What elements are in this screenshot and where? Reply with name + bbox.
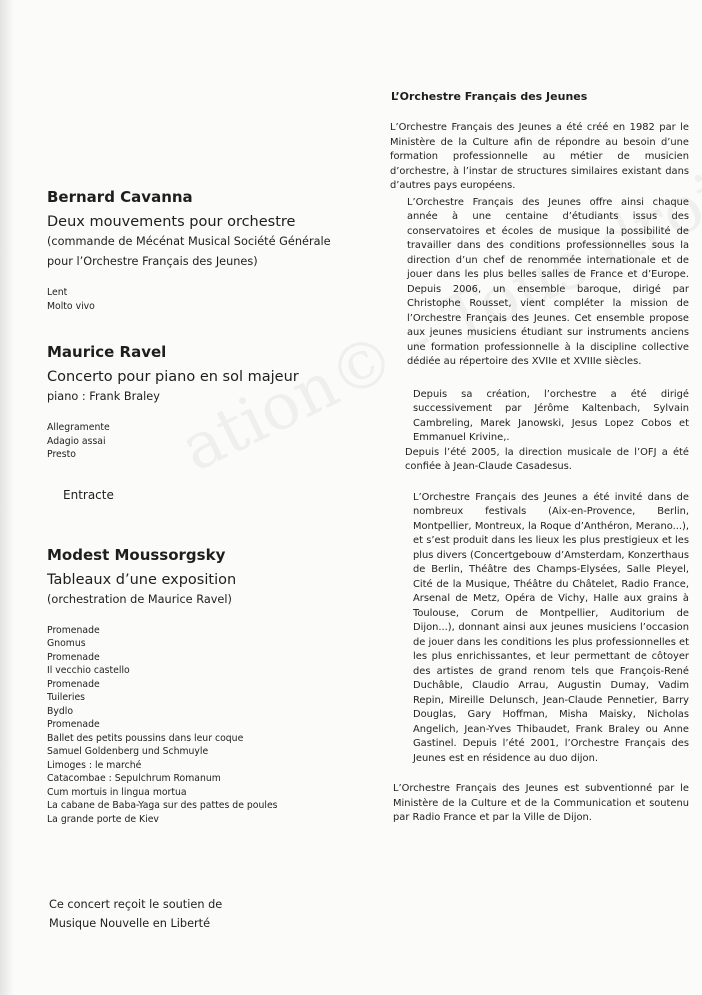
piece-moussorgsky [47, 546, 367, 827]
movement-item: Samuel Goldenberg und Schmuyle [47, 746, 209, 757]
movement-item: Ballet des petits poussins dans leur coque [47, 732, 244, 744]
movement-item: Il vecchio castello [47, 665, 130, 676]
work-note-line: pour l’Orchestre Français des Jeunes) [47, 255, 258, 268]
movement-item: Promenade [47, 719, 100, 730]
soloist-line: piano : Frank Braley [47, 390, 160, 403]
composer-name: Bernard Cavanna [47, 188, 193, 206]
composer-name: Maurice Ravel [47, 343, 167, 361]
movement-item: Allegramente [47, 422, 110, 433]
about-column [389, 90, 689, 826]
work-note-line: (commande de Mécénat Musical Société Générale [47, 235, 331, 248]
sponsor-line: Musique Nouvelle en Liberté [49, 917, 211, 930]
movement-item: La grande porte de Kiev [47, 813, 159, 825]
about-paragraph: L’Orchestre Français des Jeunes a été créé en 1982 par le Ministère de la Culture afin de répondre au besoin d’une formation professionnelle au métier de musicien d’orchestre, à l’instar de structures similaires existant dans d’autres pays européens. [390, 122, 689, 191]
composer-name: Modest Moussorgsky [47, 545, 226, 564]
about-title: L’Orchestre Français des Jeunes [391, 90, 588, 103]
movement-list [47, 286, 367, 313]
movement-item: Limoges : le marché [47, 759, 142, 771]
about-paragraph: Depuis l’été 2005, la direction musicale de l’OFJ a été confiée à Jean-Claude Casadesus. [405, 446, 689, 472]
movement-item: Presto [47, 449, 76, 460]
movement-item: Promenade [47, 651, 100, 663]
movement-item: Bydlo [47, 705, 74, 717]
movement-list [47, 421, 367, 462]
movement-item: Cum mortuis in lingua mortua [47, 786, 187, 798]
work-title: Tableaux d’une exposition [47, 571, 237, 588]
scan-edge-shadow [0, 0, 14, 995]
movement-item: Catacombae : Sepulchrum Romanum [47, 773, 221, 784]
movement-item: Gnomus [47, 638, 86, 649]
sponsor-line: Ce concert reçoit le soutien de [49, 898, 223, 911]
work-note [47, 232, 367, 272]
piece-cavanna [47, 188, 367, 313]
about-paragraph: L’Orchestre Français des Jeunes a été invité dans de nombreux festivals (Aix-en-Provence, Berlin, Montpellier, Montreux, la Roque d’Anthéron, Merano...), et s’est produit dans les lieux les plus prestigieux et les plus divers (Concertgebouw d’Amsterdam, Konzerthaus de Berlin, Théâtre des Champs-Elysées, Salle Pleyel, Cité de la Musique, Théâtre du Châtelet, Radio France, Arsenal de Metz, Opéra de Vichy, Halle aux grains à Toulouse, Corum de Montpellier, Auditorium de Dijon...), donnant ainsi aux jeunes musiciens l’occasion de jouer dans les conditions les plus professionnelles et les plus enrichissantes, et leur permettant de côtoyer des artistes de grand renom tels que François-René Duchâble, Claudio Arrau, Augustin Dumay, Vadim Repin, Mireille Delunsch, Jean-Claude Pennetier, Barry Douglas, Gary Hoffman, Misha Maisky, Nicholas Angelich, Jean-Yves Thibaudet, Frank Braley ou Anne Gastinel. Depuis l’été 2001, l’Orchestre Français des Jeunes est en résidence au duo dijon. [413, 491, 689, 764]
work-title: Concerto pour piano en sol majeur [47, 369, 299, 385]
piece-ravel [47, 343, 367, 462]
program-column [47, 188, 367, 826]
about-paragraph: L’Orchestre Français des Jeunes offre ainsi chaque année à une centaine d’étudiants issus des conservatoires et écoles de musique la possibilité de travailler dans des conditions professionnelles sous la direction d’un chef de renommée internationale et de jouer dans les plus belles salles de France et d’Europe. Depuis 2006, un ensemble baroque, dirigé par Christophe Rousset, vient compléter la mission de l’Orchestre Français des Jeunes. Cet ensemble propose aux jeunes musiciens étudiant sur instruments anciens une formation professionnelle à la discipline collective dédiée au répertoire des XVIIe et XVIIIe siècles. [407, 196, 689, 367]
movement-item: Adagio assai [47, 435, 106, 447]
about-paragraph: L’Orchestre Français des Jeunes est subventionné par le Ministère de la Culture et de la Communication et soutenu par Radio France et par la Ville de Dijon. [393, 783, 689, 823]
movement-item: Tuileries [47, 692, 86, 703]
movement-list [47, 624, 367, 827]
work-note: (orchestration de Maurice Ravel) [47, 592, 232, 606]
movement-item: Molto vivo [47, 300, 95, 312]
movement-item: Promenade [47, 678, 100, 690]
sponsor-note [49, 895, 349, 933]
intermission-label: Entracte [63, 487, 114, 502]
movement-item: Lent [47, 287, 68, 298]
movement-item: La cabane de Baba-Yaga sur des pattes de poules [47, 800, 278, 811]
movement-item: Promenade [47, 624, 100, 636]
work-title: Deux mouvements pour orchestre [47, 214, 296, 230]
about-paragraph: Depuis sa création, l’orchestre a été dirigé successivement par Jérôme Kaltenbach, Sylvain Cambreling, Marek Janowski, Jesus Lopez Cobos et Emmanuel Krivine,. [413, 388, 689, 443]
